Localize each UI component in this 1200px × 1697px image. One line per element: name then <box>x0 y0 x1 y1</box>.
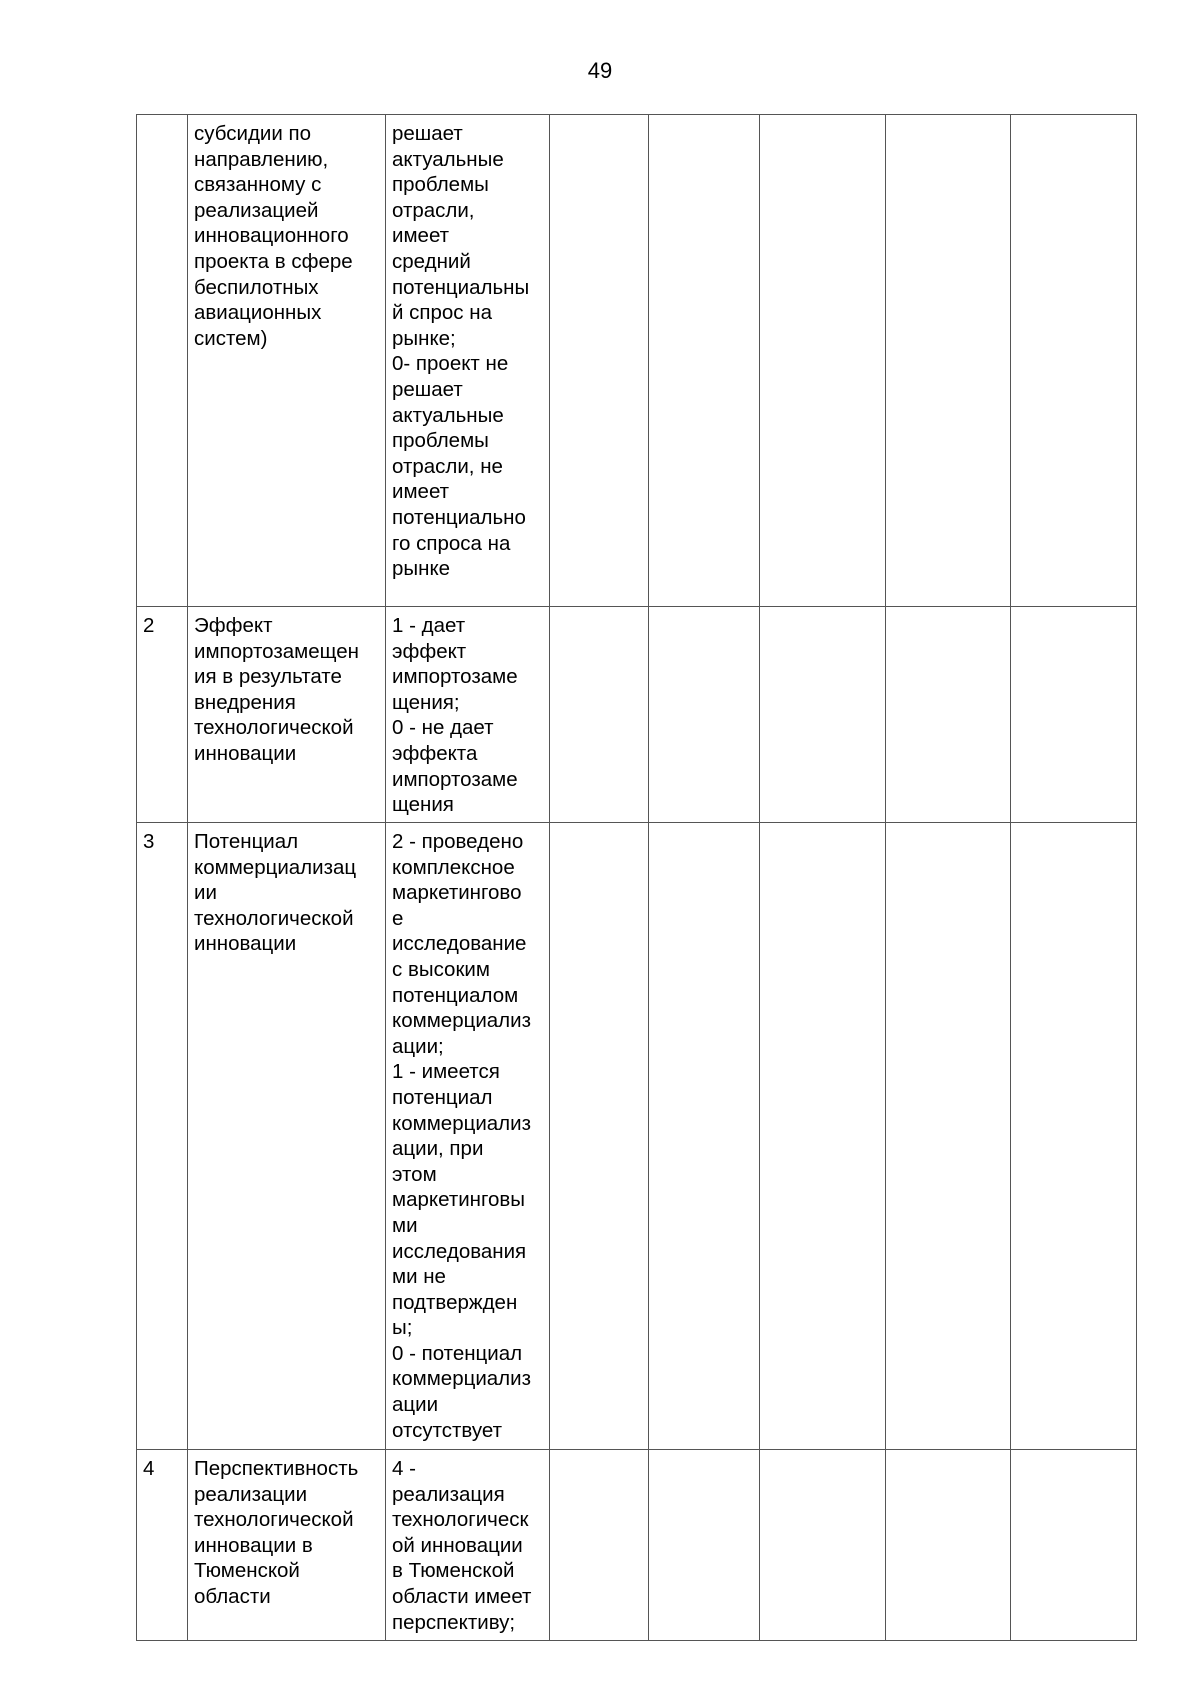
empty-cell <box>886 823 1011 1450</box>
empty-cell <box>760 1450 886 1641</box>
empty-cell <box>886 1450 1011 1641</box>
scoring-cell: 1 - дает эффект импортозаме щения; 0 - не дает эффекта импортозаме щения <box>386 607 550 823</box>
empty-cell <box>760 607 886 823</box>
empty-cell <box>886 607 1011 823</box>
empty-cell <box>760 115 886 607</box>
page-number: 49 <box>587 58 613 83</box>
empty-cell <box>1011 823 1137 1450</box>
empty-cell <box>649 1450 760 1641</box>
empty-cell <box>649 823 760 1450</box>
empty-cell <box>1011 115 1137 607</box>
empty-cell <box>1011 607 1137 823</box>
table-row <box>137 823 1137 1450</box>
empty-cell <box>649 607 760 823</box>
empty-cell <box>550 823 649 1450</box>
criterion-cell: Потенциал коммерциализац ии технологической инновации <box>188 823 386 1450</box>
scoring-cell: 4 - реализация технологическ ой инновации в Тюменской области имеет перспективу; <box>386 1450 550 1641</box>
row-number-cell: 3 <box>137 823 188 1450</box>
criterion-cell: Перспективность реализации технологической инновации в Тюменской области <box>188 1450 386 1641</box>
criterion-cell: Эффект импортозамещен ия в результате внедрения технологической инновации <box>188 607 386 823</box>
scoring-cell: 2 - проведено комплексное маркетингово е исследование с высоким потенциалом коммерциализ ации; 1 - имеется потенциал коммерциализ ации, при этом маркетинговы ми исследования ми не подтвержден ы; 0 - потенциал коммерциализ ации отсутствует <box>386 823 550 1450</box>
empty-cell <box>649 115 760 607</box>
empty-cell <box>550 1450 649 1641</box>
table-row <box>137 115 1137 607</box>
row-number-cell <box>137 115 188 607</box>
empty-cell <box>760 823 886 1450</box>
empty-cell <box>550 607 649 823</box>
row-number-cell: 4 <box>137 1450 188 1641</box>
scoring-cell: решает актуальные проблемы отрасли, имеет средний потенциальны й спрос на рынке; 0- проект не решает актуальные проблемы отрасли, не имеет потенциально го спроса на рынке <box>386 115 550 607</box>
empty-cell <box>886 115 1011 607</box>
empty-cell <box>550 115 649 607</box>
table-row <box>137 1450 1137 1641</box>
criteria-table <box>136 114 1137 1641</box>
criterion-cell: субсидии по направлению, связанному с реализацией инновационного проекта в сфере беспилотных авиационных систем) <box>188 115 386 607</box>
row-number-cell: 2 <box>137 607 188 823</box>
empty-cell <box>1011 1450 1137 1641</box>
table-row <box>137 607 1137 823</box>
